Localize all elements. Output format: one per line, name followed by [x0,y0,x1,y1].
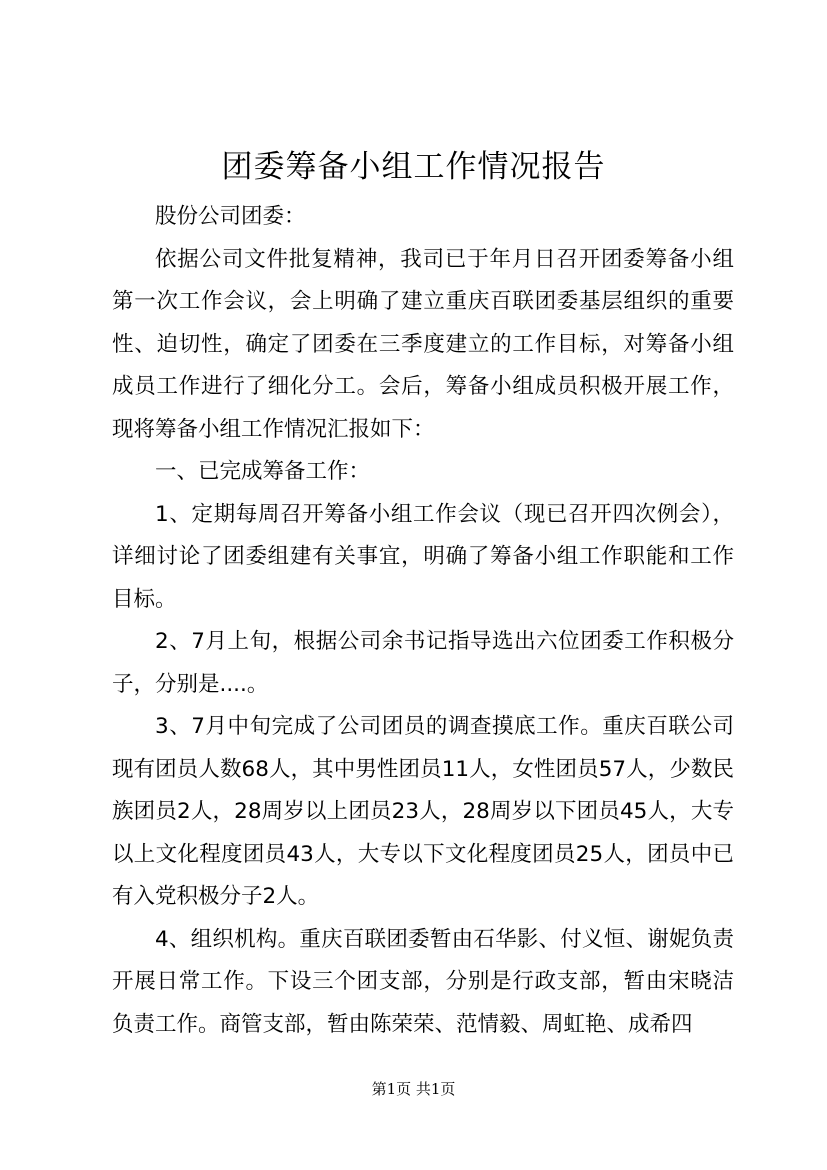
document-title: 团委筹备小组工作情况报告 [221,149,606,185]
intro-paragraph: 依据公司文件批复精神，我司已于年月日召开团委筹备小组第一次工作会议，会上明确了建立重庆百联团委基层组织的重要性、迫切性，确定了团委在三季度建立的工作目标，对筹备小组成员工作进行了细化分工。会后，筹备小组成员积极开展工作，现将筹备小组工作情况汇报如下： [112,246,734,442]
section-heading: 一、已完成筹备工作： [155,459,371,484]
document-body [112,196,734,1046]
page-number-footer: 第1页 共1页 [371,1080,456,1098]
salutation-paragraph: 股份公司团委： [155,204,306,229]
item-paragraph: 3、7月中旬完成了公司团员的调查摸底工作。重庆百联公司现有团员人数68人，其中男性团员11人，女性团员57人，少数民族团员2人，28周岁以上团员23人，28周岁以下团员45人，大专以上文化程度团员43人，大专以下文化程度团员25人，团员中已有入党积极分子2人。 [112,714,734,909]
item-paragraph: 4、组织机构。重庆百联团委暂由石华影、付义恒、谢妮负责开展日常工作。下设三个团支部，分别是行政支部，暂由宋晓洁负责工作。商管支部，暂由陈荣荣、范情毅、周虹艳、成希四 [112,926,734,1037]
item-paragraph: 1、定期每周召开筹备小组工作会议（现已召开四次例会），详细讨论了团委组建有关事宜，明确了筹备小组工作职能和工作目标。 [112,501,734,612]
item-paragraph: 2、7月上旬，根据公司余书记指导选出六位团委工作积极分子，分别是....。 [112,629,734,697]
